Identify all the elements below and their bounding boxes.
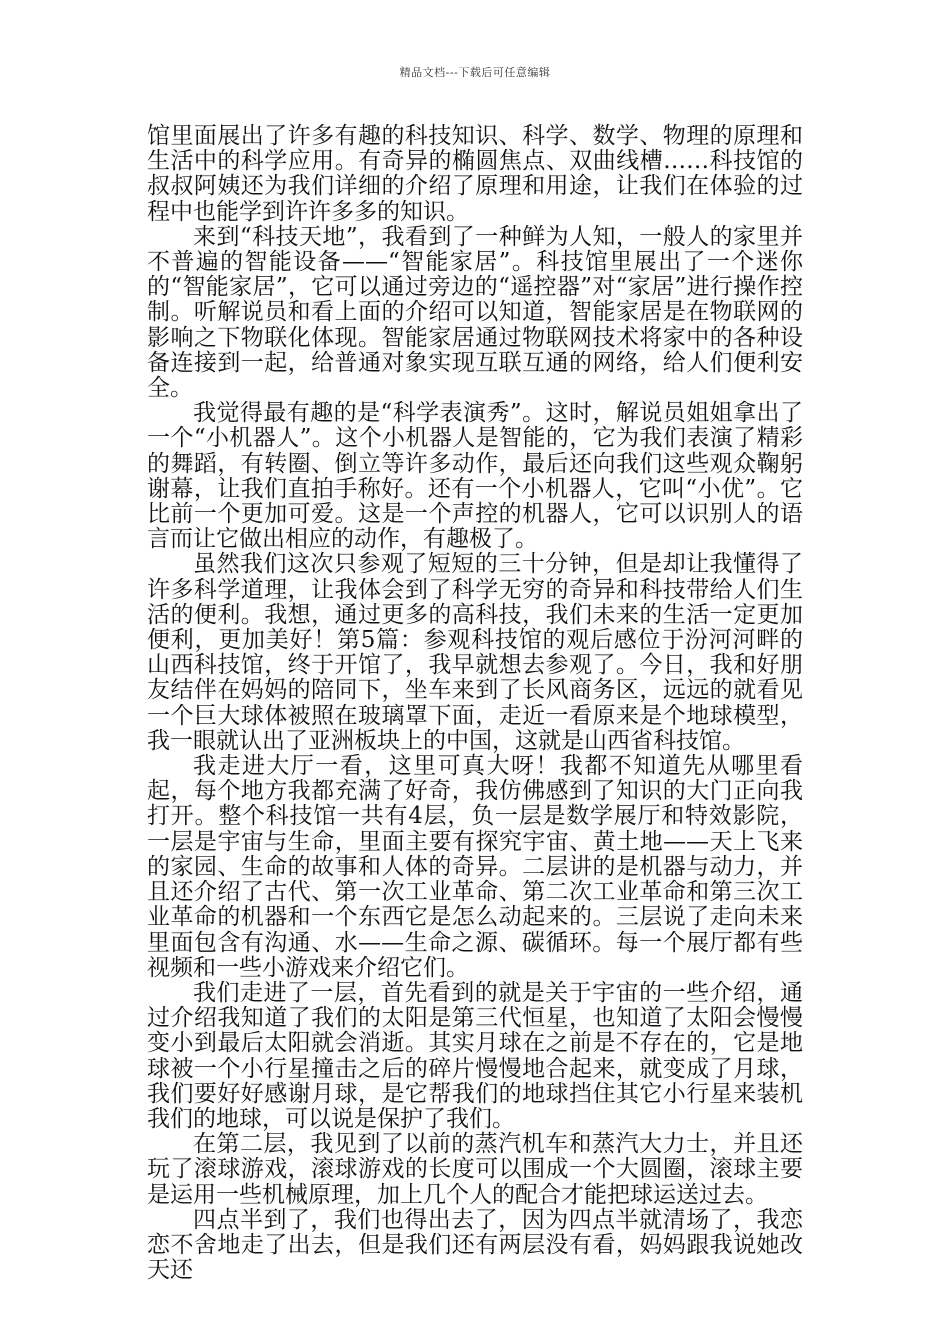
paragraph-6: 我们走进了一层，首先看到的就是关于宇宙的一些介绍，通过介绍我知道了我们的太阳是第三代恒星，也知道了太阳会慢慢变小到最后太阳就会消逝。其实月球在之前是不存在的，它是地球被一个小行星撞击之后的碎片慢慢地合起来，就变成了月球，我们要好好感谢月球，是它帮我们的地球挡住其它小行星来装机我们的地球，可以说是保护了我们。 (147, 979, 803, 1132)
paragraph-4: 虽然我们这次只参观了短短的三十分钟，但是却让我懂得了许多科学道理，让我体会到了科学无穷的奇异和科技带给人们生活的便利。我想，通过更多的高科技，我们未来的生活一定更加便利，更加美好！第5篇：参观科技馆的观后感位于汾河河畔的山西科技馆，终于开馆了，我早就想去参观了。今日，我和好朋友结伴在妈妈的陪同下，坐车来到了长风商务区，远远的就看见一个巨大球体被照在玻璃罩下面，走近一看原来是个地球模型，我一眼就认出了亚洲板块上的中国，这就是山西省科技馆。 (147, 551, 803, 754)
paragraph-5: 我走进大厅一看，这里可真大呀！我都不知道先从哪里看起，每个地方我都充满了好奇，我仿佛感到了知识的大门正向我打开。整个科技馆一共有4层，负一层是数学展厅和特效影院，一层是宇宙与生命，里面主要有探究宇宙、黄土地——天上飞来的家园、生命的故事和人体的奇异。二层讲的是机器与动力，并且还介绍了古代、第一次工业革命、第二次工业革命和第三次工业革命的机器和一个东西它是怎么动起来的。三层说了走向未来里面包含有沟通、水——生命之源、碳循环。每一个展厅都有些视频和一些小游戏来介绍它们。 (147, 753, 803, 981)
paragraph-8: 四点半到了，我们也得出去了，因为四点半就清场了，我恋恋不舍地走了出去，但是我们还有两层没有看，妈妈跟我说她改天还 (147, 1206, 803, 1284)
paragraph-2: 来到“科技天地”，我看到了一种鲜为人知，一般人的家里并不普遍的智能设备——“智能家居”。科技馆里展出了一个迷你的“智能家居”，它可以通过旁边的“遥控器”对“家居”进行操作控制。听解说员和看上面的介绍可以知道，智能家居是在物联网的影响之下物联化体现。智能家居通过物联网技术将家中的各种设备连接到一起，给普通对象实现互联互通的网络，给人们便利安全。 (147, 223, 803, 402)
document-body (147, 124, 803, 1283)
page-header-note: 精品文档---下载后可任意编辑 (399, 66, 551, 79)
paragraph-1: 馆里面展出了许多有趣的科技知识、科学、数学、物理的原理和生活中的科学应用。有奇异的椭圆焦点、双曲线槽……科技馆的叔叔阿姨还为我们详细的介绍了原理和用途，让我们在体验的过程中也能学到许许多多的知识。 (147, 123, 803, 225)
paragraph-3: 我觉得最有趣的是“科学表演秀”。这时，解说员姐姐拿出了一个“小机器人”。这个小机器人是智能的，它为我们表演了精彩的舞蹈，有转圈、倒立等许多动作，最后还向我们这些观众鞠躬谢幕，让我们直拍手称好。还有一个小机器人，它叫“小优”。它比前一个更加可爱。这是一个声控的机器人，它可以识别人的语言而让它做出相应的动作，有趣极了。 (147, 400, 803, 553)
paragraph-7: 在第二层，我见到了以前的蒸汽机车和蒸汽大力士，并且还玩了滚球游戏，滚球游戏的长度可以围成一个大圆圈，滚球主要是运用一些机械原理，加上几个人的配合才能把球运送过去。 (147, 1131, 803, 1208)
